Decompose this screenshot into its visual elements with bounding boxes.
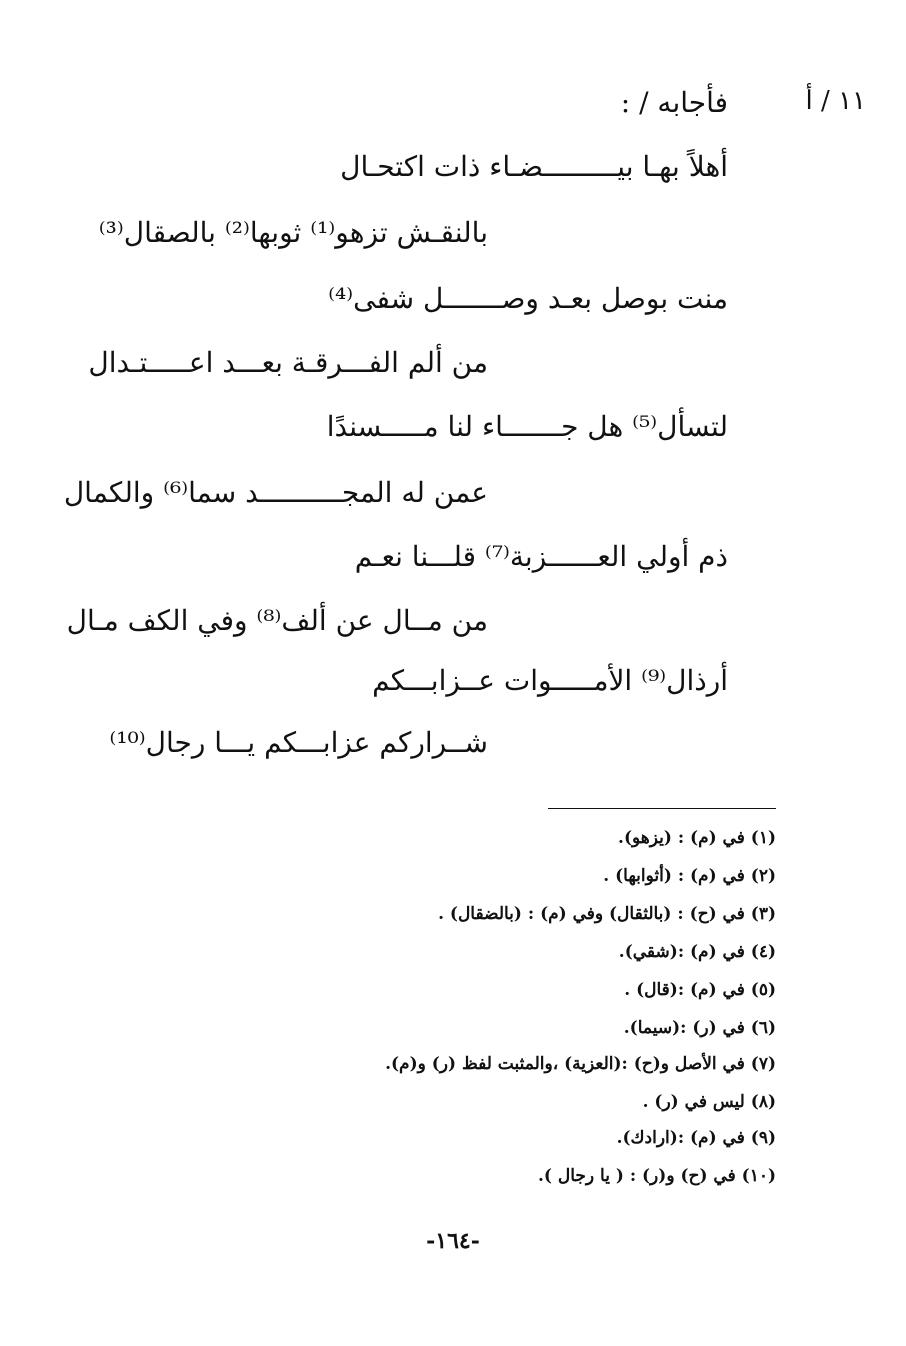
footnote: (٩) في (م) :(ارادك). <box>616 1128 776 1148</box>
footnote: (٨) ليس في (ر) . <box>642 1092 776 1112</box>
verse-line: لتسأل⁽⁵⁾ هل جـــــــاء لنا مـــــسندًا <box>326 410 728 443</box>
footnote: (٢) في (م) : (أثوابها) . <box>603 866 776 886</box>
verse-line: بالنقـش تزهو⁽¹⁾ ثوبها⁽²⁾ بالصقال⁽³⁾ <box>98 216 488 249</box>
page-reference: ١١ / أ <box>805 86 866 116</box>
verse-line: أهلاً بهـا بيـــــــــضـاء ذات اكتحـال <box>340 150 728 183</box>
footnote: (٧) في الأصل و(ح) :(العزية) ،والمثبت لفظ (ر) و(م). <box>385 1054 776 1074</box>
footnote-divider <box>548 808 776 809</box>
verse-line: من مــال عن ألف⁽⁸⁾ وفي الكف مـال <box>66 604 488 637</box>
footnote: (٦) في (ر) :(سيما). <box>623 1018 776 1038</box>
page-number: -١٦٤- <box>426 1228 480 1254</box>
footnote: (١٠) في (ح) و(ر) : ( يا رجال ). <box>537 1166 776 1186</box>
verse-line: من ألم الفـــرقـة بعـــد اعـــــتـدال <box>88 346 488 379</box>
intro-line: فأجابه / : <box>620 86 728 119</box>
verse-line: أرذال⁽⁹⁾ الأمـــــوات عــزابـــكم <box>372 664 728 697</box>
verse-line: عمن له المجــــــــــد سما⁽⁶⁾ والكمال <box>63 476 488 509</box>
footnote: (١) في (م) : (يزهو). <box>618 828 776 848</box>
verse-line: منت بوصل بعـد وصـــــــل شفى⁽⁴⁾ <box>328 282 728 315</box>
footnote: (٣) في (ح) : (بالثقال) وفي (م) : (بالضقال) . <box>438 904 776 924</box>
footnote: (٤) في (م) :(شقي). <box>618 942 776 962</box>
verse-line: شــراركم عزابـــكم يـــا رجال⁽¹⁰⁾ <box>109 726 488 759</box>
verse-line: ذم أولي العــــــزبة⁽⁷⁾ قلـــنا نعـم <box>354 540 728 573</box>
footnote: (٥) في (م) :(قال) . <box>624 980 776 1000</box>
